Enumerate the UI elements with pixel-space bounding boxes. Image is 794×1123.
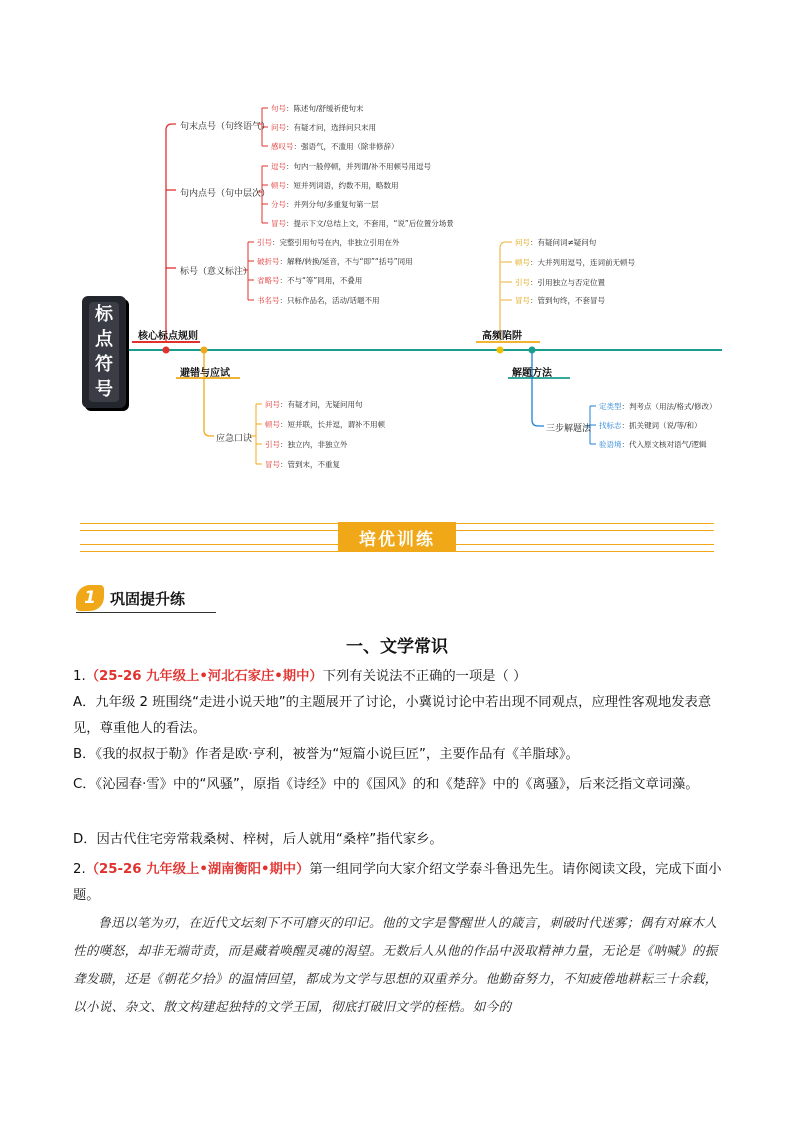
option-b: B．《我的叔叔于勒》作者是欧·亨利，被誉为“短篇小说巨匠”，主要作品有《羊脂球》。 <box>73 747 579 762</box>
title-char: 标 <box>95 303 113 325</box>
leaf-item: 分号：并列分句/多重复句第一层 <box>271 200 379 209</box>
branch-core-rules: 核心标点规则 <box>138 331 198 342</box>
leaf-item: 句号：陈述句/舒缓祈使句末 <box>271 104 364 113</box>
methods-sub-label: 三步解题法 <box>546 424 592 434</box>
leaf-item: 冒号：管到末，不重复 <box>265 460 340 469</box>
leaf-item: 验语境：代入原文核对语气/逻辑 <box>599 440 707 449</box>
leaf-item: 引号：完整引用句号在内，非独立引用在外 <box>257 238 400 247</box>
question-2 <box>73 857 723 909</box>
leaf-item: 顿号：大并列用逗号，连词前无顿号 <box>515 258 635 267</box>
question-number: 1. <box>73 669 86 684</box>
group-sentence-inner: 句内点号（句中层次） <box>180 189 271 199</box>
leaf-item: 顿号：短并列词语，约数不用，略数用 <box>271 181 399 190</box>
title-char: 点 <box>95 328 113 350</box>
leaf-item: 问号：有疑才问，无疑问用句 <box>265 400 363 409</box>
leaf-item: 问号：有疑问词≠疑问句 <box>515 238 597 247</box>
leaf-item: 定类型：判考点（用法/格式/修改） <box>599 402 717 411</box>
leaf-item: 引号：引用独立与否定位置 <box>515 278 605 287</box>
mistakes-sub-label: 应急口诀 <box>216 434 253 444</box>
question-source: （25-26 九年级上•河北石家庄•期中） <box>85 669 323 684</box>
leaf-item: 问号：有疑才问，选择问只末用 <box>271 123 376 132</box>
mindmap-title-tag <box>82 296 126 408</box>
group-sentence-end: 句末点号（句终语气） <box>180 122 271 132</box>
branch-traps: 高频陷阱 <box>482 331 522 342</box>
option-a: A．九年级 2 班围绕“走进小说天地”的主题展开了讨论，小冀说讨论中若出现不同观点，应理性客观地发表意见，尊重他人的看法。 <box>73 695 712 736</box>
question-number: 2. <box>73 862 86 877</box>
leaf-item: 省略号：不与“等”同用，不叠用 <box>257 276 363 285</box>
leaf-item: 逗号：句内一般停顿，并列谓/补不用顿号用逗号 <box>271 162 432 171</box>
leaf-item: 冒号：管到句终，不套冒号 <box>515 296 605 305</box>
leaf-item: 找标志：抓关键词（说/等/和） <box>599 421 702 430</box>
leaf-item: 引号：独立内，非独立外 <box>265 440 348 449</box>
leaf-item: 感叹号：强语气，不滥用（除非修辞） <box>271 142 399 151</box>
banner-title: 培优训练 <box>338 522 456 552</box>
leaf-item: 冒号：提示下文/总结上文，不套用，“说”后位置分场景 <box>271 219 454 228</box>
branch-mistakes: 避错与应试 <box>180 368 230 379</box>
group-marks: 标号（意义标注） <box>180 267 253 277</box>
leaf-item: 顿号：短并联，长并逗，谓补不用顿 <box>265 420 385 429</box>
question-1 <box>73 664 723 690</box>
branch-methods: 解题方法 <box>512 368 552 379</box>
option-d: D．因古代住宅旁常栽桑树、梓树，后人就用“桑梓”指代家乡。 <box>73 832 443 847</box>
reading-passage: 鲁迅以笔为刃，在近代文坛刻下不可磨灭的印记。他的文字是警醒世人的箴言，刺破时代迷雾；偶有对麻木人性的嘆怒，却非无端苛责，而是藏着唤醒灵魂的渴望。无数后人从他的作品中汲取精神力量，无论是《呐喊》的振聋发聩，还是《朝花夕拾》的温情回望，都成为文学与思想的双重养分。他勤奋努力，不知疲倦地耕耘三十余载，以小说、杂文、散文构建起独特的文学王国，彻底打破旧文学的桎梏。如今的 <box>73 915 718 1014</box>
title-char: 号 <box>95 378 113 400</box>
title-char: 符 <box>95 353 113 375</box>
section-number: 1 <box>76 585 104 611</box>
option-c: C．《沁园春·雪》中的“风骚”，原指《诗经》中的《国风》的和《楚辞》中的《离骚》，后来泛指文章词藻。 <box>73 777 699 792</box>
page-heading: 一、文学常识 <box>346 637 448 657</box>
leaf-item: 破折号：解释/转换/延音，不与“即”“括号”同用 <box>257 257 413 266</box>
question-stem: 下列有关说法不正确的一项是（ ） <box>322 669 527 684</box>
question-stem: 第一组同学向大家介绍文学泰斗鲁迅先生。请你阅读文段，完成下面小题。 <box>73 862 722 903</box>
leaf-item: 书名号：只标作品名，活动/话题不用 <box>257 296 380 305</box>
section-underline <box>76 612 216 613</box>
question-source: （25-26 九年级上•湖南衡阳•期中） <box>85 862 310 877</box>
section-label: 巩固提升练 <box>110 590 186 608</box>
